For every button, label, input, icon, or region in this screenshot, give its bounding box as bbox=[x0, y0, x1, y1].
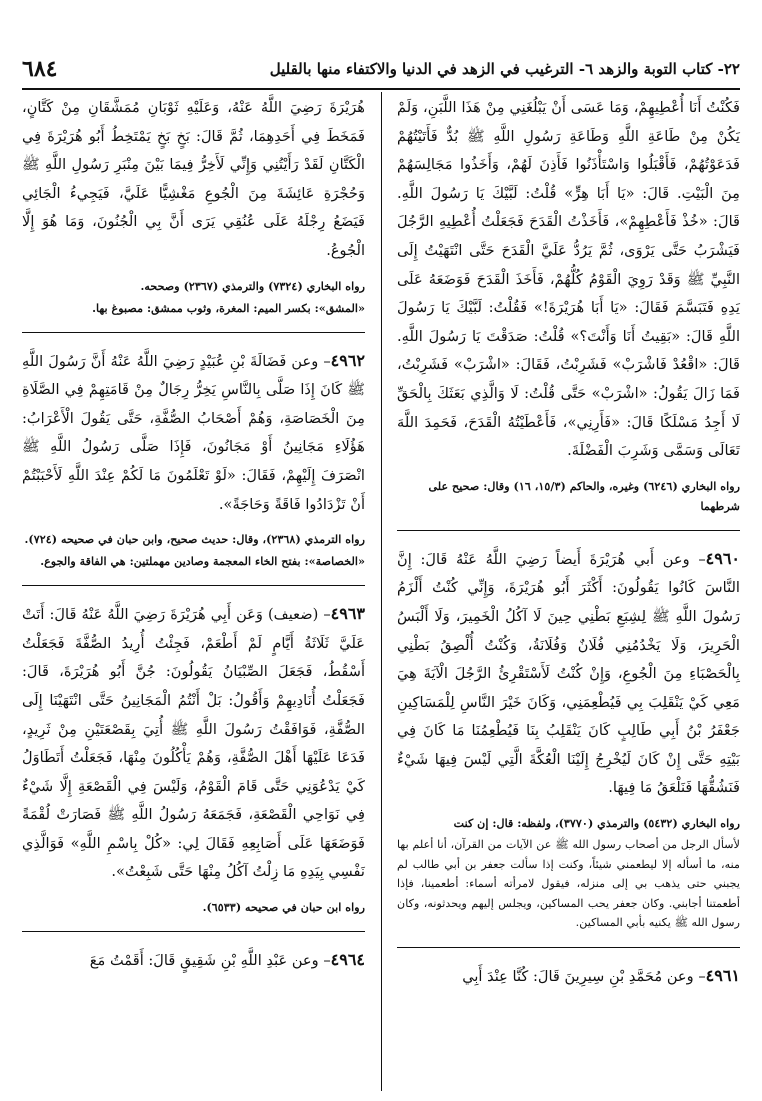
hadith-source: رواه الترمذي (٢٣٦٨)، وقال: حديث صحيح، وابن حبان في صحيحه (٧٢٤). bbox=[24, 532, 365, 547]
hadith-source: رواه ابن حبان في صحيحه (٦٥٣٣). bbox=[202, 900, 365, 915]
hadith-4963 bbox=[22, 600, 365, 887]
hadith-text: – وعن عَبْدِ اللَّهِ بْنِ شَقِيقٍ قَالَ: أَقَمْتُ مَعَ bbox=[89, 952, 331, 970]
hadith-text: – (ضعيف) وَعَن أَبِي هُرَيْرَةَ رَضِيَ اللَّهُ عَنْهُ قَالَ: أَتَتْ عَلَيَّ ثَلَاثَةُ أَيَّامٍ لَمْ أَطْعَمْ، فَجِئْتُ أُرِيدُ الصُّفَّةَ فَجَعَلْتُ أَسْقُطُ، فَجَعَلَ الصِّبْيَانُ يَقُولُونَ: جُنَّ أَبُو هُرَيْرَةَ، قَالَ: فَجَعَلْتُ أُنَادِيهِمْ وَأَقُولُ: بَلْ أَنْتُمُ الْمَجَانِينُ حَتَّى انْتَهَيْنَا إِلَى الصُّفَّةِ، فَوَافَقْتُ رَسُولَ اللَّهِ ﷺ أُتِيَ بِقَصْعَتَيْنِ مِنْ ثَرِيدٍ، فَدَعَا عَلَيْهَا أَهْلَ الصُّفَّةِ، وَهُمْ يَأْكُلُونَ مِنْهَا، فَجَعَلْتُ أَتَطَاوَلُ كَيْ يَدْعُوَنِي حَتَّى قَامَ الْقَوْمُ، وَلَيْسَ فِي الْقَصْعَةِ إِلَّا شَيْءٌ فِي نَوَاحِي الْقَصْعَةِ، فَجَمَعَهُ رَسُولُ اللَّهِ ﷺ فَصَارَتْ لُقْمَةً فَوَضَعَهَا عَلَى أَصَابِعِهِ فَقَالَ لِي: «كُلْ بِاسْمِ اللَّهِ» فَوَالَّذِي نَفْسِي بِيَدِهِ مَا زِلْتُ آكُلُ مِنْهَا حَتَّى شَبِعْتُ». bbox=[22, 606, 365, 881]
hadith-continuation: هُرَيْرَةَ رَضِيَ اللَّهُ عَنْهُ، وَعَلَيْهِ ثَوْبَانِ مُمَشَّقَانِ مِنْ كَتَّانٍ، فَمَخَطَ فِي أَحَدِهِمَا، ثُمَّ قَالَ: بَخٍ بَخٍ يَمْتَخِطُ أَبُو هُرَيْرَةَ فِي الْكَتَّانِ لَقَدْ رَأَيْتُنِي وَإِنِّي لَأَخِرُّ فِيمَا بَيْنَ مِنْبَرِ رَسُولِ اللَّهِ ﷺ وَحُجْرَةِ عَائِشَةَ مِنَ الْجُوعِ مَغْشِيًّا عَلَيَّ، فَيَجِيءُ الْجَائِي فَيَضَعُ رِجْلَهُ عَلَى عُنُقِي يَرَى أَنَّ بِي الْجُنُونَ، وَمَا هُوَ إِلَّا الْجُوعُ. bbox=[22, 99, 365, 259]
hadith-number: ٤٩٦٤ bbox=[330, 950, 365, 970]
section-rule bbox=[22, 931, 365, 932]
header-rule bbox=[22, 88, 740, 90]
page-header bbox=[22, 50, 740, 88]
right-column bbox=[397, 94, 740, 991]
section-rule bbox=[22, 585, 365, 586]
word-note: «المشق»: بكسر الميم: المغرة، وثوب ممشق: مصبوغ بها. bbox=[92, 300, 365, 315]
hadith-text: – وعن فَضَالَةَ بْنِ عُبَيْدٍ رَضِيَ اللَّهُ عَنْهُ أَنَّ رَسُولَ اللَّهِ ﷺ كَانَ إِذَا صَلَّى بِالنَّاسِ يَخِرُّ رِجَالٌ مِنْ قَامَتِهِمْ فِي الصَّلَاةِ مِنَ الْخَصَاصَةِ، وَهُمْ أَصْحَابُ الصُّفَّةِ، حَتَّى يَقُولَ الْأَعْرَابُ: هَؤُلَاءِ مَجَانِينُ أَوْ مَجَانُونَ، فَإِذَا صَلَّى رَسُولُ اللَّهِ ﷺ انْصَرَفَ إِلَيْهِمْ، فَقَالَ: «لَوْ تَعْلَمُونَ مَا لَكُمْ عِنْدَ اللَّهِ لَأَحْبَبْتُمْ أَنْ تَزْدَادُوا فَاقَةً وَحَاجَةً». bbox=[22, 352, 366, 513]
hadith-number: ٤٩٦٢ bbox=[330, 350, 365, 370]
hadith-4964 bbox=[22, 946, 365, 976]
section-rule bbox=[397, 947, 740, 948]
hadith-source: رواه البخاري (٥٤٣٢) والترمذي (٣٧٧٠)، ولفظه: قال: إن كنت bbox=[453, 816, 740, 831]
word-note: «الخصاصة»: بفتح الخاء المعجمة وصادين مهملتين: هي الفاقة والجوع. bbox=[40, 554, 365, 569]
hadith-source: رواه البخاري (٧٣٢٤) والترمذي (٢٣٦٧) وصححه. bbox=[140, 278, 365, 293]
hadith-4960 bbox=[397, 545, 740, 803]
hadith-text: – وعن أَبي هُرَيْرَةَ أَيضاً رَضِيَ اللَّهُ عَنْهُ قَالَ: إِنَّ النَّاسَ كَانُوا يَقُولُونَ: أَكْثَرَ أَبُو هُرَيْرَةَ، وَإِنِّي كُنْتُ أَلْزَمُ رَسُولَ اللَّهِ ﷺ لِشِبَعِ بَطْنِي حِينَ لَا آكُلُ الْخَمِيرَ، وَلَا أَلْبَسُ الْحَرِيرَ، وَلَا يَخْدُمُنِي فُلَانٌ وَفُلَانَةُ، وَكُنْتُ أُلْصِقُ بَطْنِي بِالْحَصْبَاءِ مِنَ الْجُوعِ، وَإِنْ كُنْتُ لَأَسْتَقْرِئُ الرَّجُلَ الْآيَةَ هِيَ مَعِي كَيْ يَنْقَلِبَ بِي فَيُطْعِمَنِي، وَكَانَ خَيْرَ النَّاسِ لِلْمَسَاكِينِ جَعْفَرُ بْنُ أَبِي طَالِبٍ كَانَ يَنْقَلِبُ بِنَا فَيُطْعِمُنَا مَا كَانَ فِي بَيْتِهِ حَتَّى إِنْ كَانَ لَيُخْرِجُ إِلَيْنَا الْعُكَّةَ الَّتِي لَيْسَ فِيهَا شَيْءٌ فَنَشُقُّهَا فَنَلْعَقُ مَا فِيهَا. bbox=[397, 550, 740, 797]
page-number: ٦٨٤ bbox=[22, 56, 58, 82]
hadith-4961 bbox=[397, 962, 740, 992]
hadith-source: رواه البخاري (٦٢٤٦) وغيره، والحاكم (١٥/٣، ١٦) وقال: صحيح على شرطهما bbox=[428, 478, 740, 513]
hadith-number: ٤٩٦١ bbox=[705, 965, 740, 985]
section-rule bbox=[397, 530, 740, 531]
hadith-commentary: لأسأل الرجل من أصحاب رسول الله ﷺ عن الآيات من القرآن، أنا أعلم بها منه، ما أسأله إلا ليطعمني شيئاً، وكنت إذا سألت جعفر بن أبي طالب لم يجبني حتى يذهب بي إلى منزله، فيقول لامرأته أسماء: أطعمينا، فإذا أطعمتنا أجابني. وكان جعفر يحب المساكين، ويجلس إليهم ويحدثونه، وكان رسول الله ﷺ يكنيه بأبي المساكين. bbox=[397, 838, 740, 930]
left-column bbox=[22, 94, 365, 976]
column-divider bbox=[381, 92, 382, 1091]
hadith-continuation: فَكُنْتُ أَنَا أُعْطِيهِمْ، وَمَا عَسَى أَنْ يَبْلُغَنِي مِنْ هَذَا اللَّبَنِ، وَلَمْ يَكُنْ مِنْ طَاعَةِ اللَّهِ وَطَاعَةِ رَسُولِ اللَّهِ ﷺ بُدٌّ فَأَتَيْتُهُمْ فَدَعَوْتُهُمْ، فَأَقْبَلُوا وَاسْتَأْذَنُوا فَأَذِنَ لَهُمْ، وَأَخَذُوا مَجَالِسَهُمْ مِنَ الْبَيْتِ. قَالَ: «يَا أَبَا هِرٍّ» قُلْتُ: لَبَّيْكَ يَا رَسُولَ اللَّهِ. قَالَ: «خُذْ فَأَعْطِهِمْ»، فَأَخَذْتُ الْقَدَحَ فَجَعَلْتُ أُعْطِيهِ الرَّجُلَ فَيَشْرَبُ حَتَّى يَرْوَى، ثُمَّ يَرُدُّ عَلَيَّ الْقَدَحَ حَتَّى انْتَهَيْتُ إِلَى النَّبِيِّ ﷺ وَقَدْ رَوِيَ الْقَوْمُ كُلُّهُمْ، فَأَخَذَ الْقَدَحَ فَوَضَعَهُ عَلَى يَدِهِ فَتَبَسَّمَ فَقَالَ: «يَا أَبَا هُرَيْرَةَ!» فَقُلْتُ: لَبَّيْكَ يَا رَسُولَ اللَّهِ قَالَ: «بَقِيتُ أَنَا وَأَنْتَ؟» قُلْتُ: صَدَقْتَ يَا رَسُولَ اللَّهِ. قَالَ: «اقْعُدْ فَاشْرَبْ» فَشَرِبْتُ، فَقَالَ: «اشْرَبْ» فَشَرِبْتُ، فَمَا زَالَ يَقُولُ: «اشْرَبْ» حَتَّى قُلْتُ: لَا وَالَّذِي بَعَثَكَ بِالْحَقِّ لَا أَجِدُ مَسْلَكًا قَالَ: «فَأَرِنِي»، فَأَعْطَيْتُهُ الْقَدَحَ، فَحَمِدَ اللَّهَ تَعَالَى وَسَمَّى وَشَرِبَ الْفَضْلَةَ. bbox=[397, 99, 740, 460]
section-rule bbox=[22, 332, 365, 333]
running-title: ٢٢- كتاب التوبة والزهد ٦- الترغيب في الزهد في الدنيا والاكتفاء منها بالقليل bbox=[269, 60, 740, 78]
hadith-number: ٤٩٦٠ bbox=[705, 548, 740, 568]
hadith-text: – وعن مُحَمَّدِ بْنِ سِيرِينَ قَالَ: كُنَّا عِنْدَ أَبِي bbox=[462, 967, 706, 985]
hadith-number: ٤٩٦٣ bbox=[330, 604, 365, 624]
hadith-4962 bbox=[22, 347, 365, 520]
